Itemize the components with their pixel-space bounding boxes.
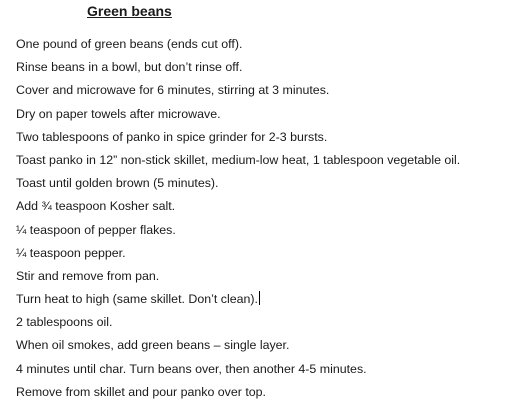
recipe-line-text: ¼ teaspoon of pepper flakes. (16, 222, 176, 237)
recipe-line (16, 311, 460, 334)
recipe-line-text: Turn heat to high (same skillet. Don’t clean). (16, 292, 258, 307)
recipe-line (16, 265, 460, 288)
recipe-line (16, 381, 460, 404)
recipe-line (16, 149, 460, 172)
recipe-line (16, 126, 460, 149)
recipe-line (16, 219, 460, 242)
recipe-line (16, 242, 460, 265)
recipe-line (16, 56, 460, 79)
recipe-line (16, 79, 460, 102)
recipe-line-text: Cover and microwave for 6 minutes, stirring at 3 minutes. (16, 83, 330, 98)
recipe-line (16, 195, 460, 218)
recipe-line-text: ¼ teaspoon pepper. (16, 245, 126, 260)
recipe-line-text: Stir and remove from pan. (16, 268, 160, 283)
recipe-line-text: 2 tablespoons oil. (16, 315, 113, 330)
recipe-line (16, 358, 460, 381)
recipe-line-text: Toast until golden brown (5 minutes). (16, 176, 219, 191)
recipe-line-text: Toast panko in 12” non-stick skillet, medium-low heat, 1 tablespoon vegetable oil. (16, 152, 461, 167)
recipe-line-text: Two tablespoons of panko in spice grinder for 2-3 bursts. (16, 129, 328, 144)
recipe-line-text: Dry on paper towels after microwave. (16, 106, 221, 121)
recipe-line-text: One pound of green beans (ends cut off). (16, 37, 243, 51)
recipe-line-text: Remove from skillet and pour panko over top. (16, 384, 267, 399)
document-title: Green beans (87, 3, 172, 19)
recipe-steps (16, 33, 460, 404)
recipe-line[interactable] (16, 288, 460, 311)
recipe-line-text: Rinse beans in a bowl, but don’t rinse off. (16, 60, 243, 75)
recipe-line-text: 4 minutes until char. Turn beans over, then another 4-5 minutes. (16, 361, 367, 376)
recipe-line (16, 172, 460, 195)
text-cursor (259, 291, 260, 305)
recipe-line (16, 334, 460, 357)
recipe-line (16, 103, 460, 126)
recipe-line-text: When oil smokes, add green beans – single layer. (16, 338, 290, 353)
recipe-line-text: Add ¾ teaspoon Kosher salt. (16, 199, 176, 214)
recipe-line (16, 33, 460, 56)
